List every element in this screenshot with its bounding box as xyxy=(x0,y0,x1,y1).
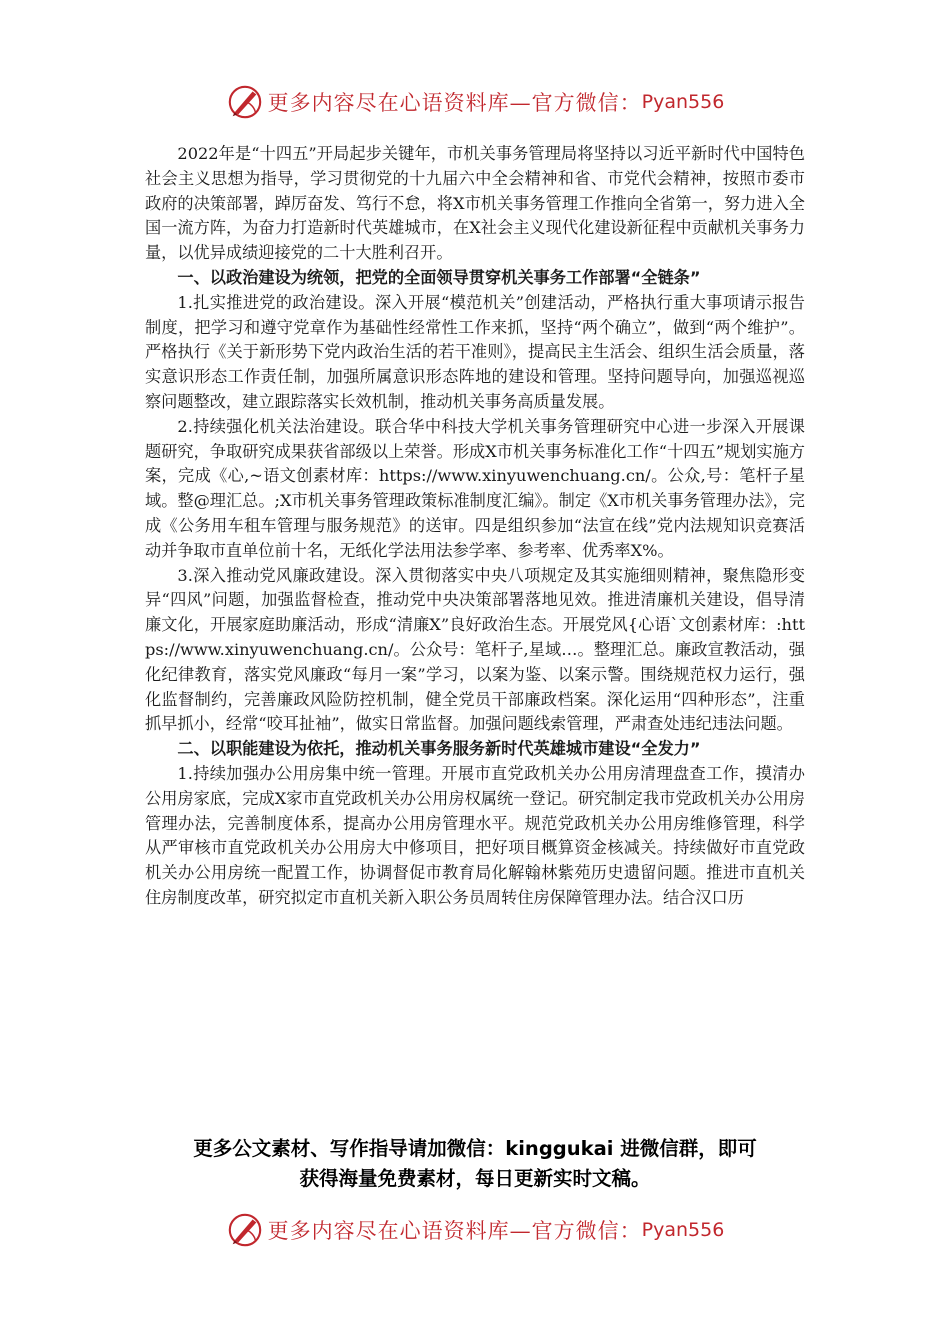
document-body xyxy=(145,142,805,911)
banner-handle: Pyan556 xyxy=(641,91,725,113)
promo-line-2: 获得海量免费素材，每日更新实时文稿。 xyxy=(299,1167,651,1190)
section1-paragraph-2: 2.持续强化机关法治建设。联合华中科技大学机关事务管理研究中心进一步深入开展课题研究，争取研究成果获省部级以上荣誉。形成X市机关事务标准化工作“十四五”规划实施方案，完成《心,~语文创素材库：https://www.xinyuwenchuang.cn/。公众,号：笔杆子星域。整@理汇总。;X市机关事务管理政策标准制度汇编》。制定《X市机关事务管理办法》，完成《公务用车租车管理与服务规范》的送审。四是组织参加“法宣在线”党内法规知识竞赛活动并争取市直单位前十名，无纸化学法用法参学率、参考率、优秀率X%。 xyxy=(145,416,805,560)
section2-paragraph-1: 1.持续加强办公用房集中统一管理。开展市直党政机关办公用房清理盘查工作，摸清办公用房家底，完成X家市直党政机关办公用房权属统一登记。研究制定我市党政机关办公用房管理办法，完善制度体系，提高办公用房管理水平。规范党政机关办公用房维修管理，科学从严审核市直党政机关办公用房大中修项目，把好项目概算资金核减关。持续做好市直党政机关办公用房统一配置工作，协调督促市教育局化解翰林紫苑历史遗留问题。推进市直机关住房制度改革，研究拟定市直机关新入职公务员周转住房保障管理办法。结合汉口历 xyxy=(145,763,805,907)
pen-logo-icon xyxy=(226,1211,264,1249)
banner-handle: Pyan556 xyxy=(641,1219,725,1241)
promo-line-1: 更多公文素材、写作指导请加微信：kinggukai 进微信群，即可 xyxy=(193,1137,757,1160)
footer-banner xyxy=(0,1208,950,1252)
intro-paragraph: 2022年是“十四五”开局起步关键年，市机关事务管理局将坚持以习近平新时代中国特色社会主义思想为指导，学习贯彻党的十九届六中全会精神和省、市党代会精神，按照市委市政府的决策部署，踔厉奋发、笃行不怠，将X市机关事务管理工作推向全省第一，努力进入全国一流方阵，为奋力打造新时代英雄城市，在X社会主义现代化建设新征程中贡献机关事务力量，以优异成绩迎接党的二十大胜利召开。 xyxy=(145,144,805,263)
pen-logo-icon xyxy=(226,83,264,121)
banner-text: 更多内容尽在心语资料库—官方微信： xyxy=(267,1219,642,1243)
header-banner xyxy=(0,80,950,124)
section1-paragraph-3: 3.深入推动党风廉政建设。深入贯彻落实中央八项规定及其实施细则精神，聚焦隐形变异“四风”问题，加强监督检查，推动党中央决策部署落地见效。推进清廉机关建设，倡导清廉文化，开展家庭助廉活动，形成“清廉X”良好政治生态。开展党风{心语`文创素材库：:https://www.xinyuwenchuang.cn/。公众号：笔杆子,星域…。整理汇总。廉政宣教活动，强化纪律教育，落实党风廉政“每月一案”学习，以案为鉴、以案示警。围绕规范权力运行，强化监督制约，完善廉政风险防控机制，健全党员干部廉政档案。深化运用“四种形态”，注重抓早抓小，经常“咬耳扯袖”，做实日常监督。加强问题线索管理，严肃查处违纪违法问题。 xyxy=(145,565,805,734)
section-heading-1: 一、以政治建设为统领，把党的全面领导贯穿机关事务工作部署“全链条” xyxy=(177,267,701,287)
section-heading-2: 二、以职能建设为依托，推动机关事务服务新时代英雄城市建设“全发力” xyxy=(177,739,701,759)
banner-text: 更多内容尽在心语资料库—官方微信： xyxy=(267,91,642,115)
promo-block xyxy=(120,1134,830,1194)
section1-paragraph-1: 1.扎实推进党的政治建设。深入开展“模范机关”创建活动，严格执行重大事项请示报告制度，把学习和遵守党章作为基础性经常性工作来抓，坚持“两个确立”，做到“两个维护”。严格执行《关于新形势下党内政治生活的若干准则》，提高民主生活会、组织生活会质量，落实意识形态工作责任制，加强所属意识形态阵地的建设和管理。坚持问题导向，加强巡视巡察问题整改，建立跟踪落实长效机制，推动机关事务高质量发展。 xyxy=(145,292,805,411)
